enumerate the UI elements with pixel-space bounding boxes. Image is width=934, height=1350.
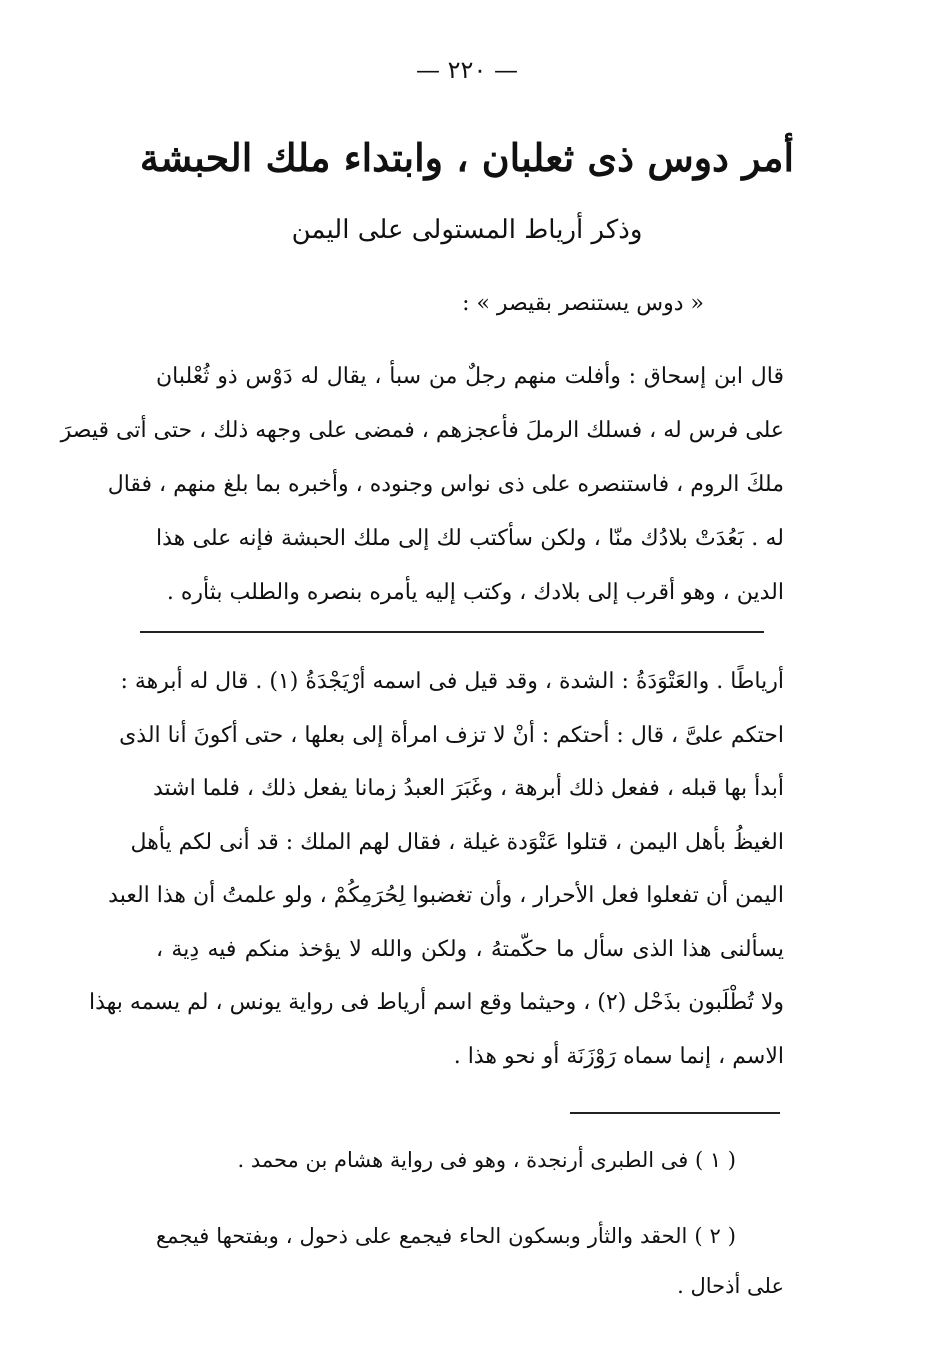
footnote-1-text: ( ١ ) فى الطبرى أرنجدة ، وهو فى رواية هشام بن محمد . bbox=[237, 1148, 736, 1172]
notes-line-8: الاسم ، إنما سماه رَوْزَنَة أو نحو هذا . bbox=[453, 1043, 784, 1069]
notes-line-7: ولا تُطْلَبون بذَحْل (٢) ، وحيثما وقع اسم أرياط فى رواية يونس ، لم يسمه بهذا bbox=[88, 990, 784, 1015]
footnote-1 bbox=[156, 1135, 784, 1185]
notes-paragraph bbox=[88, 655, 784, 1083]
notes-line-4: الغيظُ بأهل اليمن ، قتلوا عَتْوَدة غيلة ، فقال لهم الملك : قد أنى لكم يأهل bbox=[130, 829, 784, 855]
section-heading: « دوس يستنصر بقيصر » : bbox=[462, 291, 704, 316]
notes-line-1: أرياطًا . والعَتْوَدَةُ : الشدة ، وقد قيل فى اسمه أرْيَجْدَةُ (١) . قال له أبرهة : bbox=[120, 669, 784, 694]
chapter-title: أمر دوس ذى ثعلبان ، وابتداء ملك الحبشة bbox=[139, 135, 795, 180]
main-line-3: ملكَ الروم ، فاستنصره على ذى نواس وجنوده ، وأخبره بما بلغ منهم ، فقال bbox=[107, 472, 784, 497]
footnotes bbox=[156, 1135, 784, 1311]
main-line-5: الدين ، وهو أقرب إلى بلادك ، وكتب إليه يأمره بنصره والطلب بثأره . bbox=[166, 580, 784, 605]
notes-line-3: أبدأ بها قبله ، ففعل ذلك أبرهة ، وغَبَرَ العبدُ زمانا يفعل ذلك ، فلما اشتد bbox=[152, 776, 784, 801]
footnote-2-line-2: على أذحال . bbox=[677, 1274, 784, 1298]
notes-line-2: احتكم علىَّ ، قال : أحتكم : أنْ لا تزف امرأة إلى بعلها ، حتى أكونَ أنا الذى bbox=[119, 722, 784, 748]
main-paragraph bbox=[60, 350, 784, 620]
page-number: — ٢٢٠ — bbox=[416, 56, 518, 84]
footnote-separator-rule bbox=[570, 1112, 780, 1114]
footnote-2 bbox=[156, 1211, 784, 1311]
main-line-4: له . بَعُدَتْ بلادُك منّا ، ولكن سأكتب لك إلى ملك الحبشة فإنه على هذا bbox=[156, 526, 784, 551]
notes-separator-rule bbox=[140, 631, 764, 633]
footnote-spacer bbox=[156, 1185, 784, 1211]
main-line-1: قال ابن إسحاق : وأفلت منهم رجلٌ من سبأ ، يقال له دَوْس ذو ثُعْلبان bbox=[156, 364, 784, 389]
notes-line-5: اليمن أن تفعلوا فعل الأحرار ، وأن تغضبوا لِحُرَمِكُمْ ، ولو علمتُ أن هذا العبد bbox=[108, 883, 784, 908]
notes-line-6: يسألنى هذا الذى سأل ما حكّمتهُ ، ولكن والله لا يؤخذ منكم فيه دِية ، bbox=[156, 936, 784, 962]
footnote-2-line-1: ( ٢ ) الحقد والثأر وبسكون الحاء فيجمع على ذحول ، وبفتحها فيجمع bbox=[156, 1224, 736, 1248]
chapter-subtitle: وذكر أرياط المستولى على اليمن bbox=[291, 215, 643, 245]
main-line-2: على فرس له ، فسلك الرملَ فأعجزهم ، فمضى على وجهه ذلك ، حتى أتى قيصرَ bbox=[60, 418, 784, 443]
